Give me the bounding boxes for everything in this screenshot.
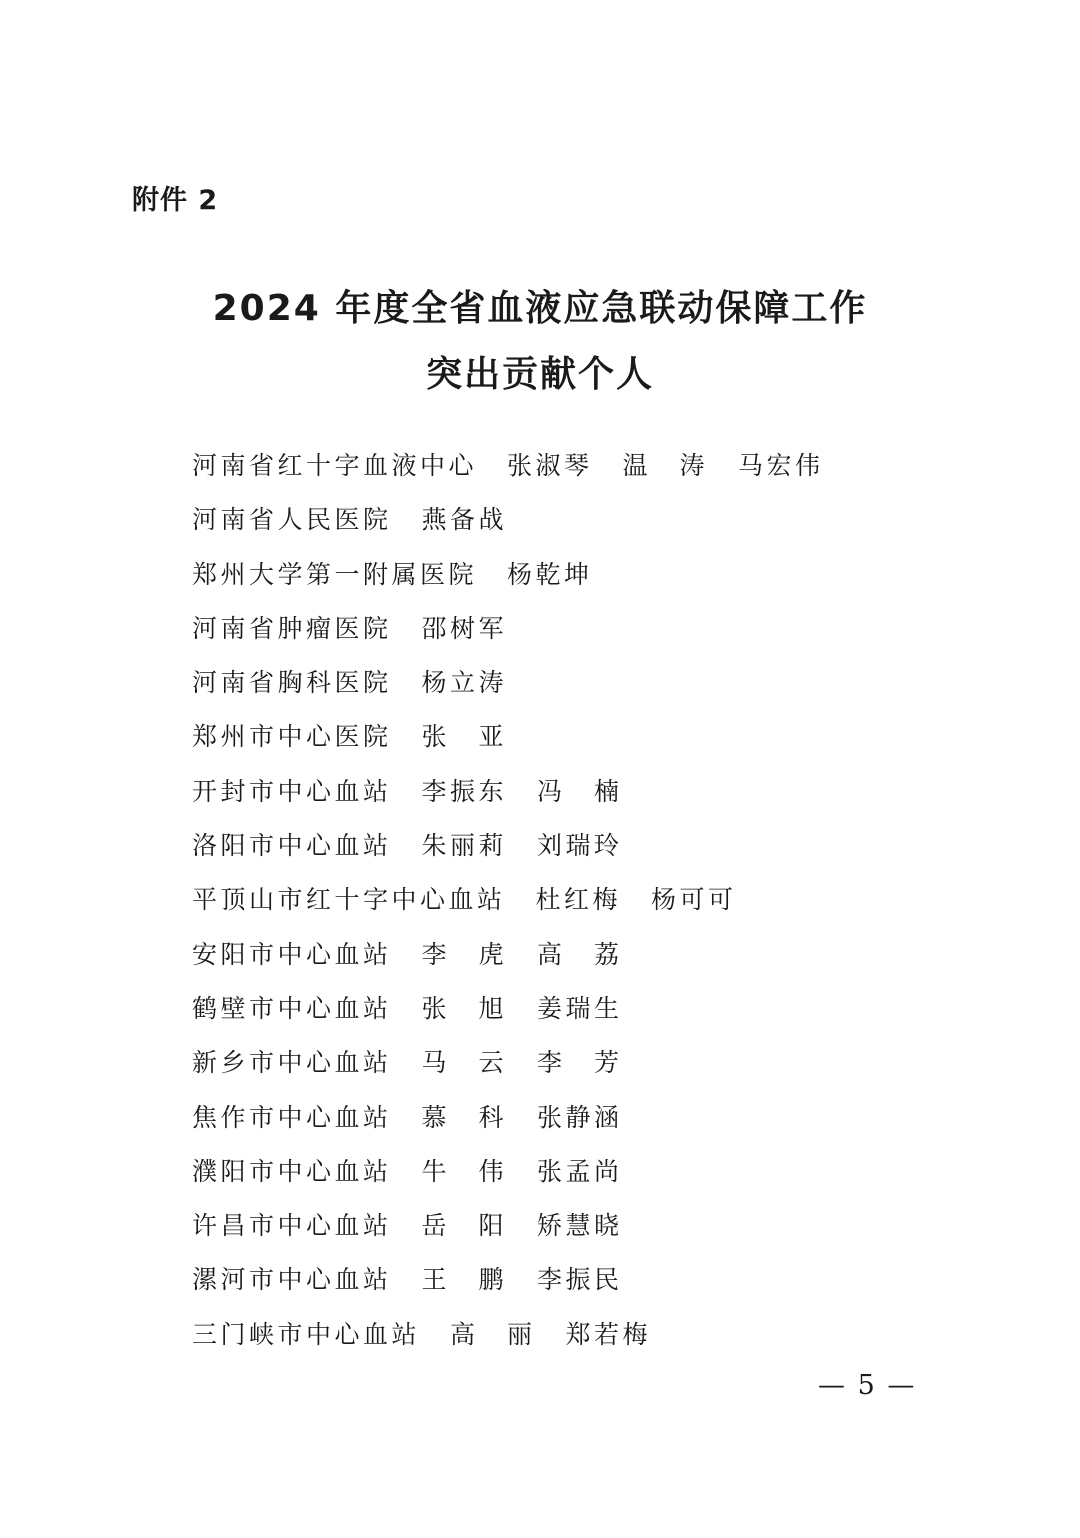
list-item xyxy=(192,609,952,663)
organization-name: 开封市中心血站 xyxy=(192,776,392,806)
person-name: 张孟尚 xyxy=(537,1156,623,1186)
organization-name: 安阳市中心血站 xyxy=(192,939,392,969)
list-item xyxy=(192,1098,952,1152)
organization-name: 河南省肿瘤医院 xyxy=(192,613,392,643)
person-name: 高 荔 xyxy=(537,939,623,969)
person-name: 刘瑞玲 xyxy=(537,831,623,861)
list-item xyxy=(192,1315,952,1369)
list-item xyxy=(192,446,952,500)
honoree-list xyxy=(192,446,952,1369)
organization-name: 许昌市中心血站 xyxy=(192,1211,392,1241)
person-name: 李 芳 xyxy=(537,1048,623,1078)
list-item xyxy=(192,935,952,989)
list-item xyxy=(192,1260,952,1314)
person-name: 慕 科 xyxy=(421,1102,508,1132)
organization-name: 平顶山市红十字中心血站 xyxy=(192,885,506,915)
organization-name: 洛阳市中心血站 xyxy=(192,831,392,861)
organization-name: 鹤壁市中心血站 xyxy=(192,993,392,1023)
person-name: 张 亚 xyxy=(421,722,508,752)
organization-name: 河南省胸科医院 xyxy=(192,668,392,698)
person-name: 杨可可 xyxy=(651,885,737,915)
page-number: — 5 — xyxy=(818,1370,917,1401)
list-item xyxy=(192,717,952,771)
list-item xyxy=(192,826,952,880)
person-name: 李振民 xyxy=(537,1265,623,1295)
person-name: 马 云 xyxy=(421,1048,508,1078)
organization-name: 焦作市中心血站 xyxy=(192,1102,392,1132)
organization-name: 漯河市中心血站 xyxy=(192,1265,392,1295)
list-item xyxy=(192,555,952,609)
person-name: 燕备战 xyxy=(421,505,508,535)
person-name: 郑若梅 xyxy=(565,1319,652,1349)
person-name: 张淑琴 xyxy=(507,451,593,480)
person-name: 李振东 xyxy=(421,776,508,806)
person-name: 温 涛 xyxy=(622,451,709,480)
person-name: 杜红梅 xyxy=(535,885,622,915)
list-item xyxy=(192,989,952,1043)
list-item xyxy=(192,663,952,717)
list-item xyxy=(192,1152,952,1206)
person-name: 冯 楠 xyxy=(537,776,623,806)
person-name: 王 鹏 xyxy=(421,1265,508,1295)
person-name: 杨乾坤 xyxy=(507,559,593,589)
person-name: 邵树军 xyxy=(421,613,508,643)
person-name: 朱丽莉 xyxy=(421,831,508,861)
person-name: 牛 伟 xyxy=(421,1156,508,1186)
list-item xyxy=(192,880,952,934)
organization-name: 郑州市中心医院 xyxy=(192,722,392,752)
document-title-line-2: 突出贡献个人 xyxy=(425,354,654,395)
list-item xyxy=(192,1206,952,1260)
person-name: 张静涵 xyxy=(537,1102,623,1132)
person-name: 矫慧晓 xyxy=(537,1211,623,1241)
organization-name: 河南省人民医院 xyxy=(192,505,392,535)
list-item xyxy=(192,1043,952,1097)
person-name: 李 虎 xyxy=(421,939,508,969)
organization-name: 郑州大学第一附属医院 xyxy=(192,559,478,589)
person-name: 姜瑞生 xyxy=(537,993,623,1023)
person-name: 张 旭 xyxy=(421,993,508,1023)
attachment-label: 附件 2 xyxy=(132,185,219,216)
organization-name: 濮阳市中心血站 xyxy=(192,1156,392,1186)
document-title-line-1: 2024 年度全省血液应急联动保障工作 xyxy=(212,288,868,329)
list-item xyxy=(192,500,952,554)
person-name: 岳 阳 xyxy=(421,1211,508,1241)
list-item xyxy=(192,772,952,826)
person-name: 杨立涛 xyxy=(421,668,508,698)
organization-name: 新乡市中心血站 xyxy=(192,1048,392,1078)
person-name: 马宏伟 xyxy=(738,451,824,480)
organization-name: 河南省红十字血液中心 xyxy=(192,451,478,480)
organization-name: 三门峡市中心血站 xyxy=(192,1319,421,1349)
person-name: 高 丽 xyxy=(450,1319,536,1349)
